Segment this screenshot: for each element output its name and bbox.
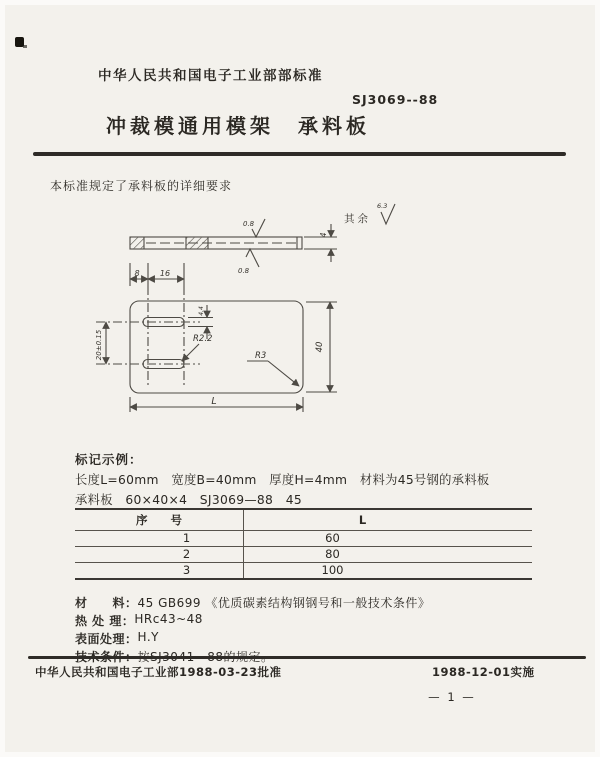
- scope-statement: 本标准规定了承料板的详细要求: [50, 179, 233, 193]
- spec-surface-treatment: [75, 630, 159, 647]
- scan-artifact: [23, 45, 27, 48]
- thickness-dim-label: 4: [319, 232, 328, 238]
- spec-material: [75, 594, 430, 611]
- corner-radius-leader: [268, 361, 299, 386]
- plate-outline: [130, 301, 303, 393]
- surface-rest-value: 6.3: [377, 202, 388, 210]
- table-row: [75, 530, 532, 546]
- width-dim-label: 40: [315, 341, 325, 353]
- marking-example-line2: 承料板 60×40×4 SJ3069—88 45: [75, 493, 303, 507]
- spec-value: HRc43~48: [134, 612, 203, 626]
- implementation-date: 1988-12-01实施: [432, 665, 535, 679]
- marking-example-line1: 长度L=60mm 宽度B=40mm 厚度H=4mm 材料为45号钢的承料板: [75, 473, 490, 487]
- slot-radius-leader: [182, 344, 199, 361]
- section-hatch-left: [130, 238, 144, 249]
- spec-label: 表面处理：: [75, 632, 138, 646]
- roughness-symbol-top: [252, 229, 260, 237]
- spec-value: 45 GB699 《优质碳素结构钢钢号和一般技术条件》: [137, 596, 431, 610]
- table-row: [75, 562, 532, 578]
- corner-radius-label: R3: [255, 351, 267, 361]
- table-cell-length: 100: [321, 563, 344, 577]
- table-cell-index: 1: [182, 531, 191, 545]
- technical-drawing: [60, 195, 480, 445]
- table-row: [75, 546, 532, 562]
- standard-org-title: 中华人民共和国电子工业部部标准: [98, 68, 323, 84]
- surface-rest-label: 其余: [344, 213, 371, 225]
- spec-label: 材 料：: [75, 596, 138, 610]
- roughness-bottom-label: 0.8: [238, 267, 250, 275]
- spec-label: 热 处 理：: [75, 614, 135, 628]
- table-header-row: [75, 510, 532, 530]
- table-column-divider: [243, 510, 244, 578]
- table-cell-length: 60: [325, 531, 340, 545]
- spec-heat-treatment: [75, 612, 203, 629]
- table-cell-length: 80: [325, 547, 340, 561]
- table-header-index: 序 号: [136, 513, 182, 527]
- page-number: — 1 —: [428, 690, 476, 704]
- length-dim-label: L: [211, 396, 217, 407]
- slot-radius-label: R2.2: [193, 334, 213, 344]
- table-cell-index: 2: [182, 547, 191, 561]
- slot-pitch-dim-label: 20±0.15: [95, 329, 103, 361]
- table-header-length: L: [358, 513, 367, 527]
- page-title: 冲裁模通用模架 承料板: [106, 114, 370, 138]
- roughness-symbol-bottom: [246, 249, 254, 257]
- marking-example-heading: 标记示例：: [75, 452, 143, 467]
- slot-width-dim-label: 4.4: [198, 306, 205, 316]
- table-cell-index: 3: [182, 563, 191, 577]
- dim-16-label: 16: [159, 269, 171, 278]
- roughness-top-label: 0.8: [243, 220, 255, 228]
- footer-divider: [28, 656, 586, 659]
- spec-value: H.Y: [137, 630, 159, 644]
- dim-8-label: 8: [134, 269, 140, 278]
- standard-code: SJ3069--88: [352, 92, 439, 107]
- header-divider: [33, 152, 566, 156]
- approval-note: 中华人民共和国电子工业部1988-03-23批准: [35, 665, 282, 679]
- size-table: [75, 508, 532, 580]
